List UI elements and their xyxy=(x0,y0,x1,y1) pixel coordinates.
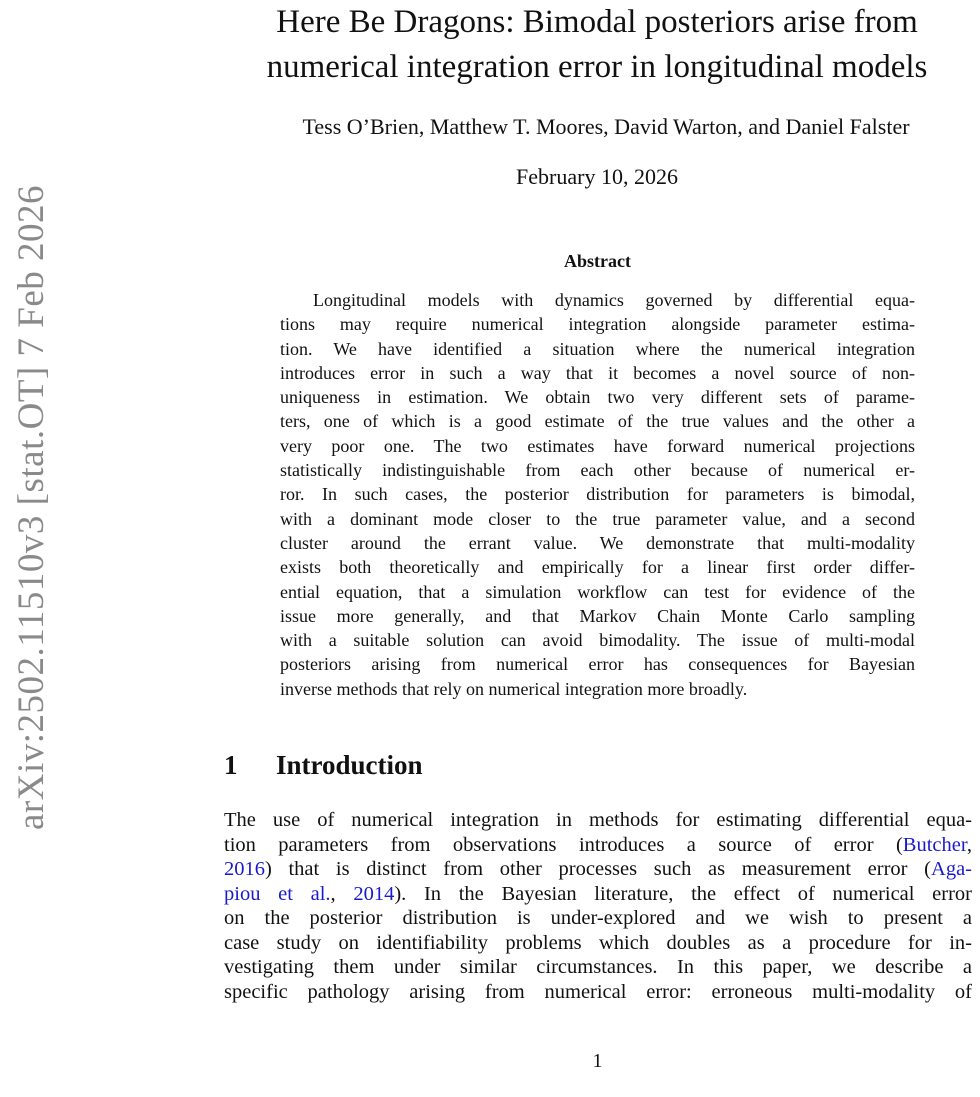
abstract-line: statistically indistinguishable from each other because of numerical er- xyxy=(280,460,915,481)
abstract-line: cluster around the errant value. We demonstrate that multi-modality xyxy=(280,532,915,553)
paragraph-line xyxy=(224,931,972,956)
text-segment: case study on identifiability problems which doubles as a procedure for in- xyxy=(224,931,972,954)
text-segment: specific pathology arising from numerical error: erroneous multi-modality of xyxy=(224,980,972,1003)
paragraph-line xyxy=(224,906,972,931)
section-title: Introduction xyxy=(276,750,423,780)
citation-link[interactable]: piou et al. xyxy=(224,882,331,905)
text-segment: ) that is distinct from other processes such as measurement error ( xyxy=(265,858,932,880)
citation-link[interactable]: Butcher xyxy=(902,833,967,856)
text-segment: ). In the Bayesian literature, the effect of numerical error xyxy=(394,882,972,905)
abstract-body xyxy=(280,288,915,701)
abstract-line: tion. We have identified a situation where the numerical integration xyxy=(280,338,915,359)
abstract-line: uniqueness in estimation. We obtain two very different sets of parame- xyxy=(280,387,915,408)
text-segment: on the posterior distribution is under-explored and we wish to present a xyxy=(224,907,972,929)
page-number: 1 xyxy=(592,1050,603,1072)
paragraph-line xyxy=(224,882,972,907)
abstract-line: very poor one. The two estimates have forward numerical projections xyxy=(280,435,915,456)
text-segment: tion parameters from observations introduces a source of error ( xyxy=(224,833,903,856)
abstract-line: exists both theoretically and empirically for a linear first order differ- xyxy=(280,557,915,578)
text-segment: , xyxy=(330,882,354,905)
paragraph-line xyxy=(224,833,972,858)
abstract-line: posteriors arising from numerical error has consequences for Bayesian xyxy=(280,654,915,675)
title-line: numerical integration error in longitudinal models xyxy=(266,49,928,85)
introduction-body xyxy=(224,808,972,1004)
citation-link[interactable]: Aga- xyxy=(931,858,972,880)
arxiv-stamp: arXiv:2502.11510v3 [stat.OT] 7 Feb 2026 xyxy=(11,185,52,830)
abstract-line: Longitudinal models with dynamics governed by differential equa- xyxy=(313,290,915,310)
paragraph-line xyxy=(224,955,972,980)
section-heading xyxy=(224,750,423,781)
citation-link[interactable]: 2016 xyxy=(224,858,265,880)
abstract-line: inverse methods that rely on numerical integration more broadly. xyxy=(280,678,748,699)
abstract-line: ters, one of which is a good estimate of the true values and the other a xyxy=(280,411,915,432)
citation-link[interactable]: 2014 xyxy=(353,882,395,905)
abstract-line: introduces error in such a way that it becomes a novel source of non- xyxy=(280,362,915,383)
title-line: Here Be Dragons: Bimodal posteriors arise from xyxy=(276,4,918,40)
paragraph-line xyxy=(224,808,972,833)
paragraph-line xyxy=(224,980,972,1005)
abstract-line: issue more generally, and that Markov Chain Monte Carlo sampling xyxy=(280,605,915,626)
abstract-line: with a suitable solution can avoid bimodality. The issue of multi-modal xyxy=(280,630,915,651)
authors: Tess O’Brien, Matthew T. Moores, David Warton, and Daniel Falster xyxy=(302,114,910,139)
paper-title xyxy=(214,0,980,90)
abstract-line: ential equation, that a simulation workflow can test for evidence of the xyxy=(280,581,915,602)
abstract-line: tions may require numerical integration alongside parameter estima- xyxy=(280,314,915,335)
text-segment: , xyxy=(966,833,972,856)
text-segment: The use of numerical integration in methods for estimating differential equa- xyxy=(224,809,972,831)
abstract-line: with a dominant mode closer to the true parameter value, and a second xyxy=(280,508,915,529)
text-segment: vestigating them under similar circumstances. In this paper, we describe a xyxy=(224,956,972,978)
paragraph-line xyxy=(224,857,972,882)
abstract-heading: Abstract xyxy=(564,251,631,271)
abstract-line: ror. In such cases, the posterior distribution for parameters is bimodal, xyxy=(280,484,915,505)
section-number: 1 xyxy=(224,750,238,780)
date: February 10, 2026 xyxy=(516,164,678,189)
